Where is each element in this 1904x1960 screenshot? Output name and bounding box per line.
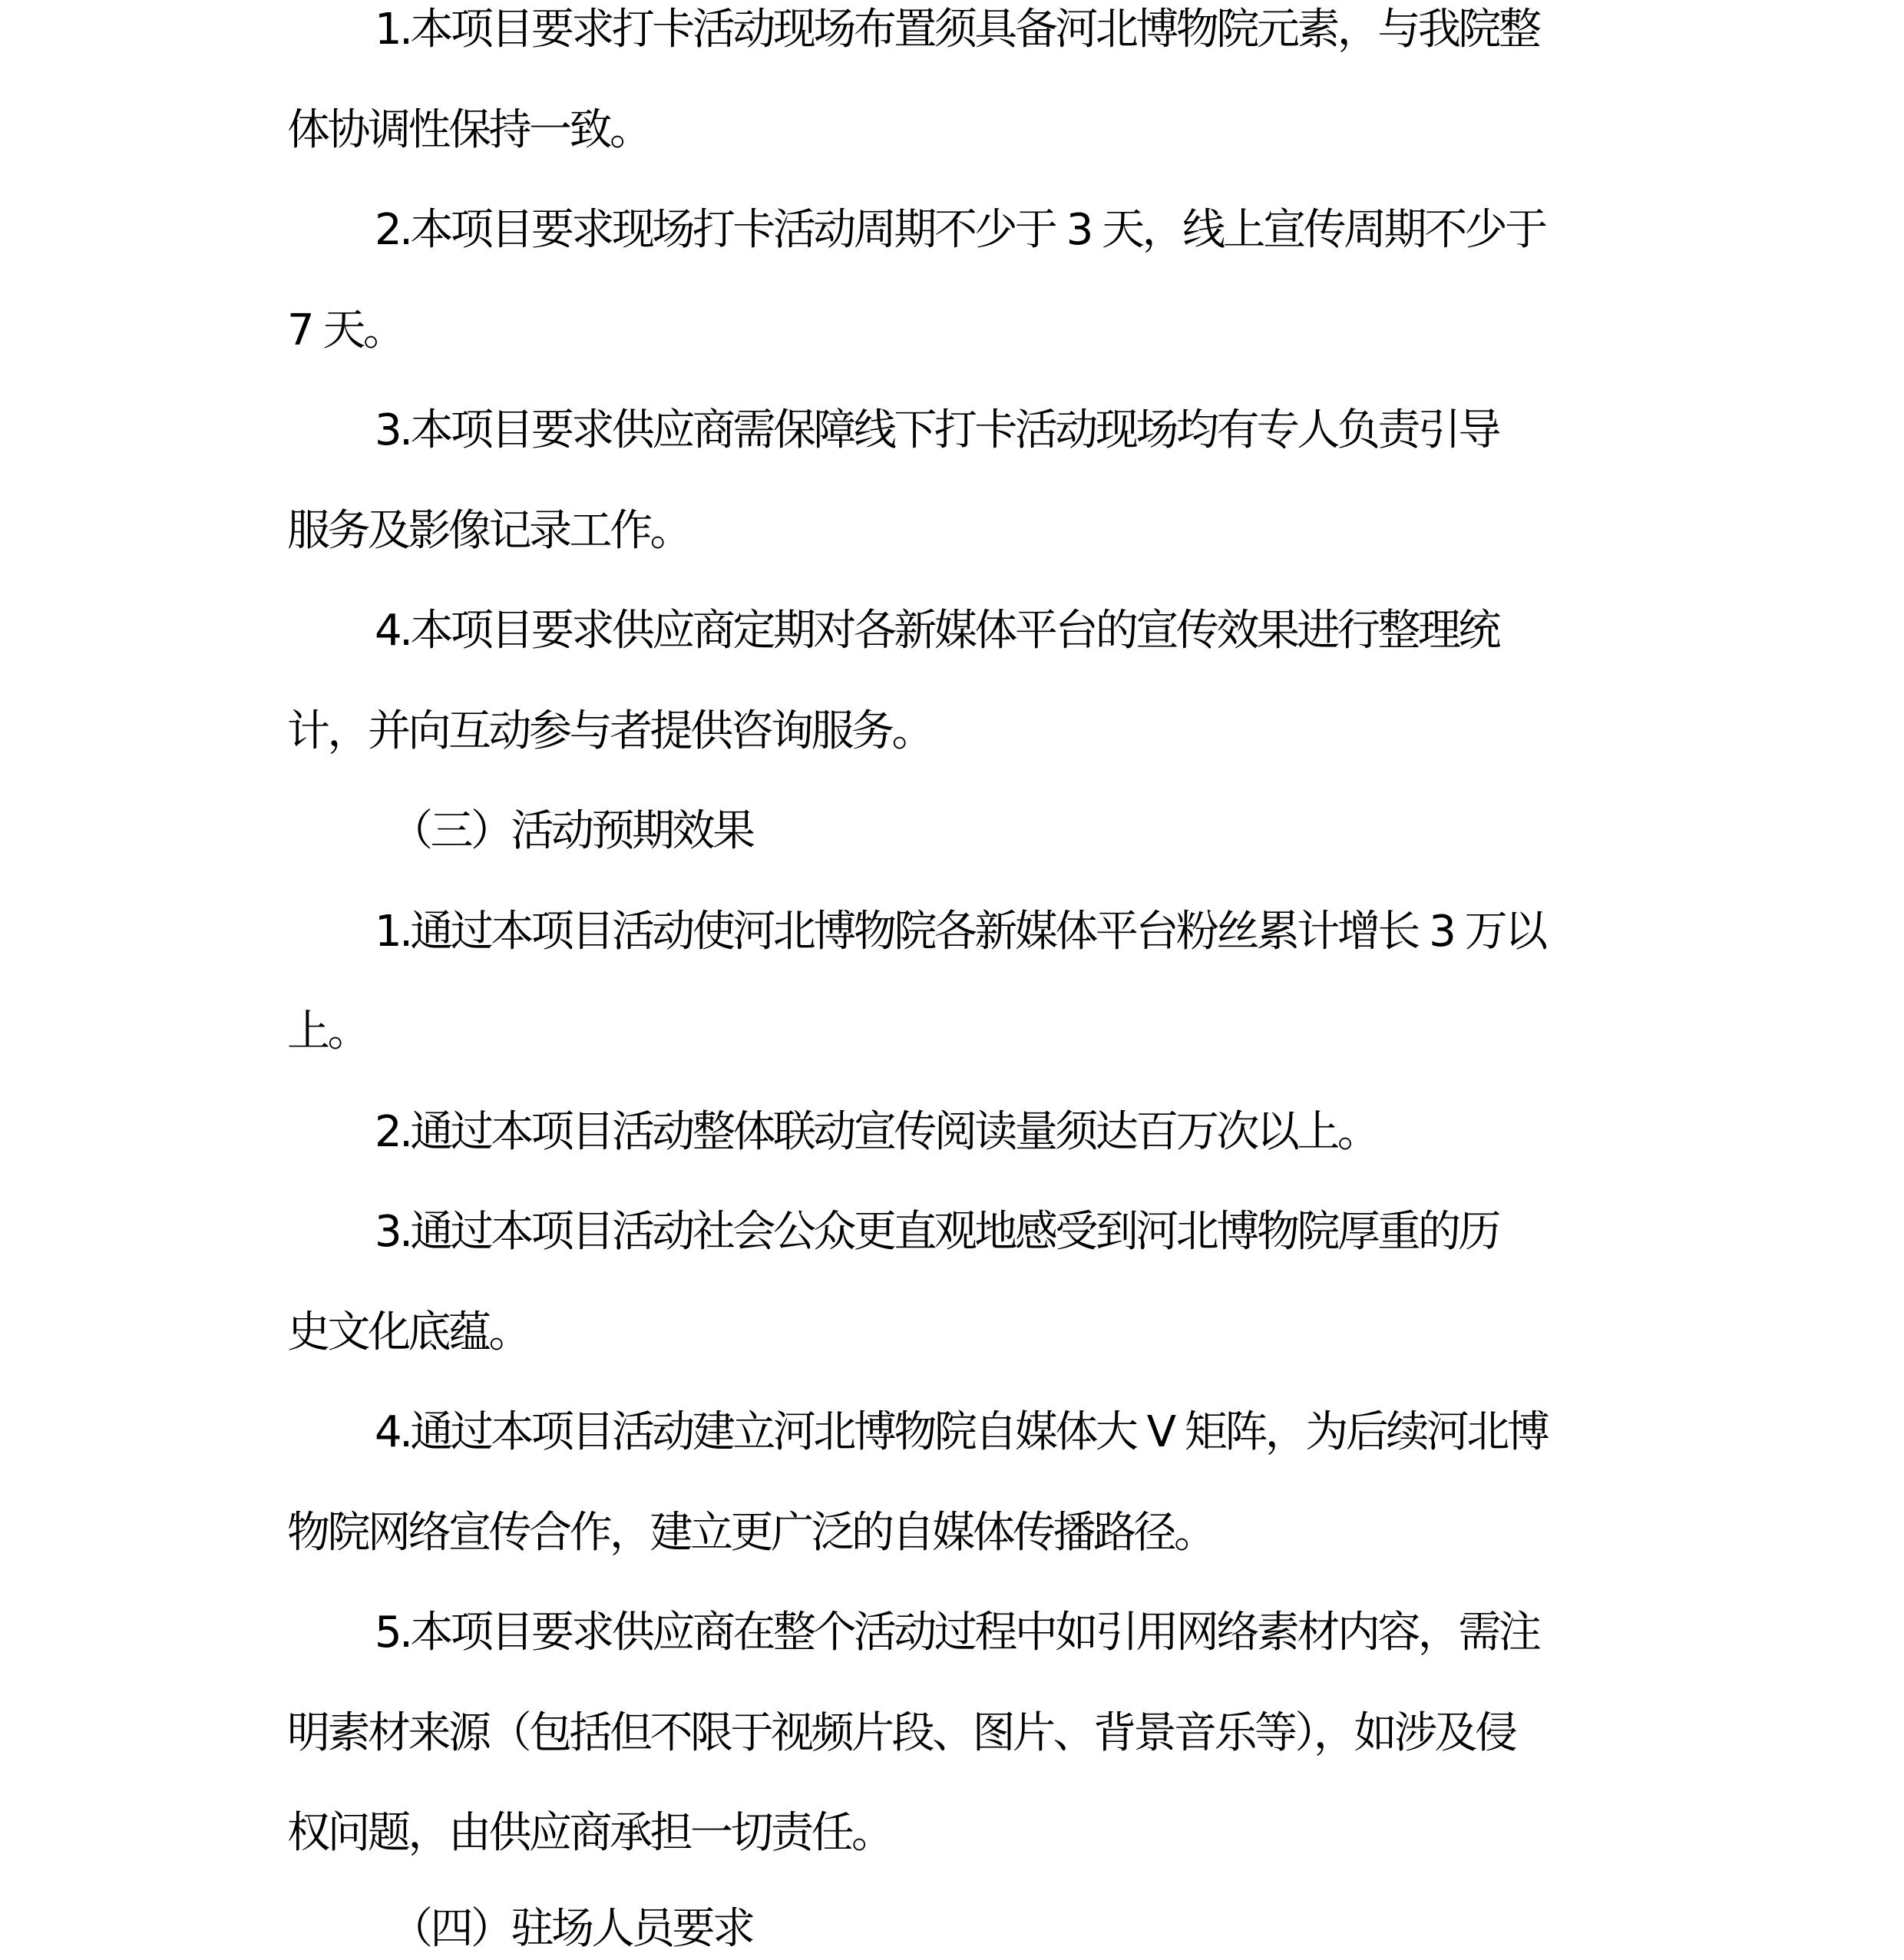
paragraph-line: 1.通过本项目活动使河北博物院各新媒体平台粉丝累计增长 3 万以 xyxy=(375,907,1545,957)
paragraph-line: 5.本项目要求供应商在整个活动过程中如引用网络素材内容，需注 xyxy=(375,1608,1539,1658)
paragraph-line: 2.本项目要求现场打卡活动周期不少于 3 天，线上宣传周期不少于 xyxy=(375,205,1545,255)
paragraph-line: 1.本项目要求打卡活动现场布置须具备河北博物院元素，与我院整 xyxy=(375,5,1539,55)
paragraph-line: 体协调性保持一致。 xyxy=(287,105,650,155)
paragraph-line: 3.本项目要求供应商需保障线下打卡活动现场均有专人负责引导 xyxy=(375,405,1499,455)
paragraph-line: 明素材来源（包括但不限于视频片段、图片、背景音乐等），如涉及侵 xyxy=(287,1708,1516,1758)
paragraph-line: 权问题，由供应商承担一切责任。 xyxy=(287,1808,892,1858)
paragraph-line: 4.通过本项目活动建立河北博物院自媒体大 V 矩阵，为后续河北博 xyxy=(375,1407,1548,1457)
paragraph-line: 2.通过本项目活动整体联动宣传阅读量须达百万次以上。 xyxy=(375,1107,1378,1157)
section-heading: （三）活动预期效果 xyxy=(390,806,753,856)
paragraph-line: 3.通过本项目活动社会公众更直观地感受到河北博物院厚重的历 xyxy=(375,1207,1499,1257)
paragraph-line: 史文化底蕴。 xyxy=(287,1307,529,1357)
paragraph-line: 7 天。 xyxy=(287,306,404,355)
paragraph-line: 服务及影像记录工作。 xyxy=(287,506,690,556)
paragraph-line: 物院网络宣传合作，建立更广泛的自媒体传播路径。 xyxy=(287,1508,1215,1558)
paragraph-line: 上。 xyxy=(287,1006,368,1056)
paragraph-line: 4.本项目要求供应商定期对各新媒体平台的宣传效果进行整理统 xyxy=(375,606,1499,656)
section-heading: （四）驻场人员要求 xyxy=(390,1904,753,1954)
paragraph-line: 计，并向互动参与者提供咨询服务。 xyxy=(287,706,932,756)
